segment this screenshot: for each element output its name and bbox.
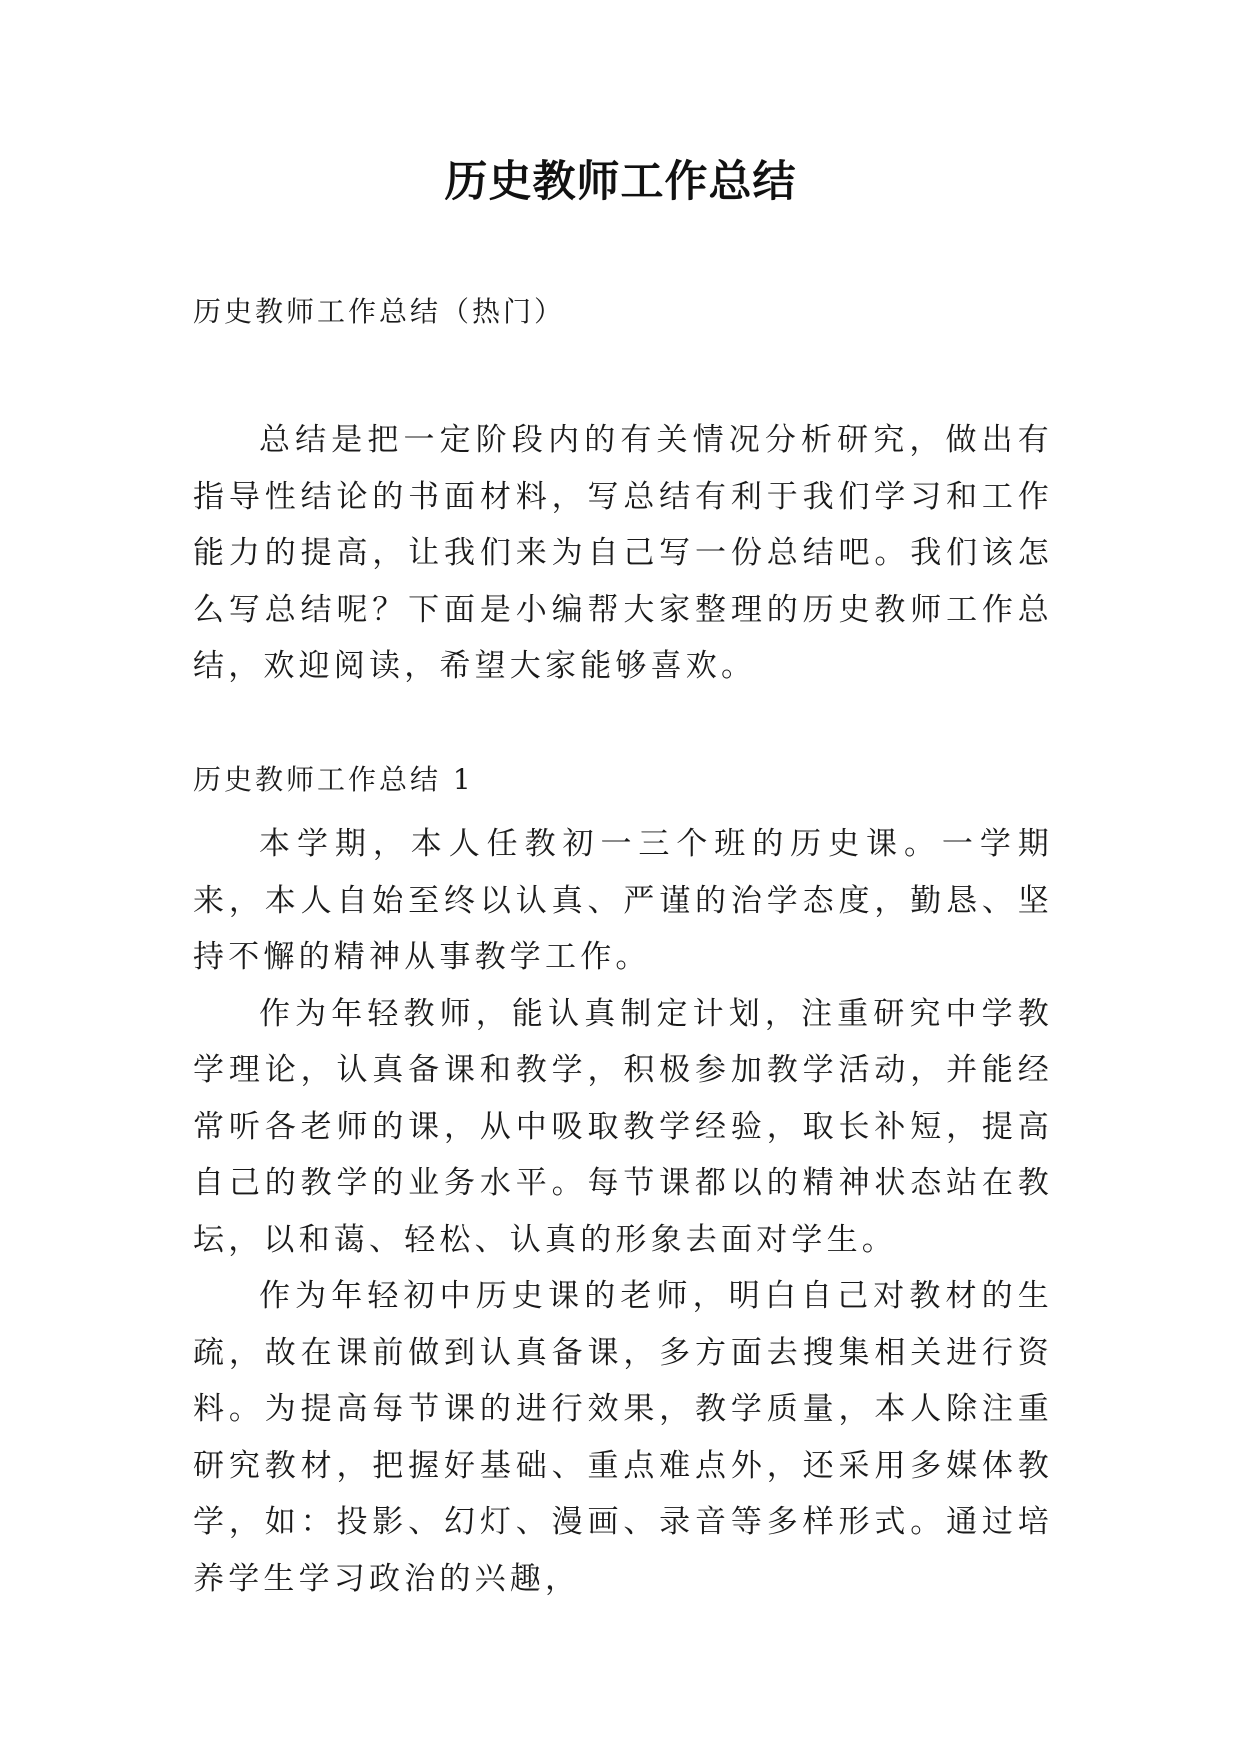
section-body xyxy=(193,816,1053,1607)
intro-section xyxy=(193,412,1053,695)
body-paragraph: 作为年轻教师，能认真制定计划，注重研究中学教学理论，认真备课和教学，积极参加教学活动，并能经常听各老师的课，从中吸取教学经验，取长补短，提高自己的教学的业务水平。每节课都以的精神状态站在教坛，以和蔼、轻松、认真的形象去面对学生。 xyxy=(193,995,1053,1258)
section-heading: 历史教师工作总结 1 xyxy=(193,763,474,796)
document-subtitle: 历史教师工作总结（热门） xyxy=(193,295,566,328)
body-paragraph: 作为年轻初中历史课的老师，明白自己对教材的生疏，故在课前做到认真备课，多方面去搜集相关进行资料。为提高每节课的进行效果，教学质量，本人除注重研究教材，把握好基础、重点难点外，还采用多媒体教学，如：投影、幻灯、漫画、录音等多样形式。通过培养学生学习政治的兴趣， xyxy=(193,1278,1053,1597)
body-paragraph: 本学期，本人任教初一三个班的历史课。一学期来，本人自始至终以认真、严谨的治学态度，勤恳、坚持不懈的精神从事教学工作。 xyxy=(193,826,1053,975)
document-title: 历史教师工作总结 xyxy=(444,157,797,207)
intro-paragraph: 总结是把一定阶段内的有关情况分析研究，做出有指导性结论的书面材料，写总结有利于我们学习和工作能力的提高，让我们来为自己写一份总结吧。我们该怎么写总结呢？下面是小编帮大家整理的历史教师工作总结，欢迎阅读，希望大家能够喜欢。 xyxy=(193,422,1053,684)
